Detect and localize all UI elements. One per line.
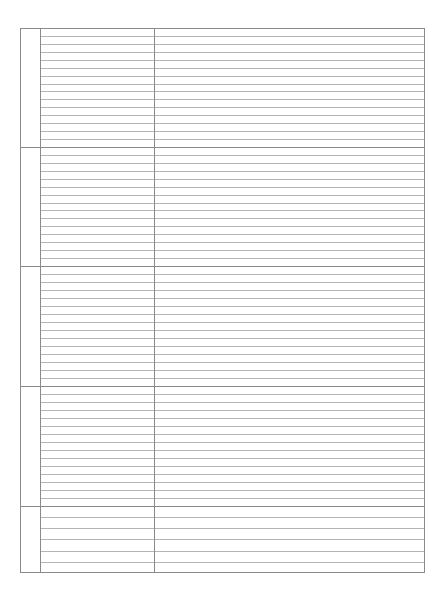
table-row	[41, 323, 424, 331]
table-row	[41, 29, 424, 37]
table-row	[41, 451, 424, 459]
field-value	[154, 339, 424, 346]
table-row	[41, 339, 424, 347]
record-block	[20, 147, 425, 266]
table-row	[41, 77, 424, 85]
field-label	[41, 339, 154, 346]
field-value	[154, 475, 424, 482]
table-row	[41, 347, 424, 355]
field-label	[41, 69, 154, 76]
record-number-column	[21, 507, 41, 572]
table-row	[41, 491, 424, 499]
field-label	[41, 196, 154, 203]
field-value	[154, 563, 424, 574]
table-row	[41, 251, 424, 259]
field-label	[41, 563, 154, 574]
field-label	[41, 491, 154, 498]
table-row	[41, 552, 424, 563]
field-value	[154, 85, 424, 92]
field-value	[154, 467, 424, 474]
table-row	[41, 419, 424, 427]
table-row	[41, 53, 424, 61]
column-divider	[154, 148, 155, 266]
field-label	[41, 363, 154, 370]
table-row	[41, 108, 424, 116]
field-label	[41, 132, 154, 139]
field-label	[41, 475, 154, 482]
field-value	[154, 291, 424, 298]
table-row	[41, 291, 424, 299]
field-label	[41, 291, 154, 298]
column-divider	[154, 387, 155, 506]
field-value	[154, 299, 424, 306]
field-value	[154, 443, 424, 450]
field-value	[154, 188, 424, 195]
print-header	[0, 0, 435, 14]
table-row	[41, 219, 424, 227]
field-value	[154, 491, 424, 498]
table-row	[41, 395, 424, 403]
table-row	[41, 85, 424, 93]
table-row	[41, 227, 424, 235]
field-label	[41, 427, 154, 434]
field-label	[41, 307, 154, 314]
field-label	[41, 323, 154, 330]
field-label	[41, 77, 154, 84]
table-row	[41, 467, 424, 475]
table-row	[41, 363, 424, 371]
table-row	[41, 45, 424, 53]
column-divider	[154, 507, 155, 572]
table-row	[41, 411, 424, 419]
field-value	[154, 371, 424, 378]
field-label	[41, 267, 154, 274]
field-value	[154, 315, 424, 322]
field-label	[41, 53, 154, 60]
table-row	[41, 148, 424, 156]
table-row	[41, 475, 424, 483]
field-label	[41, 29, 154, 36]
table-row	[41, 188, 424, 196]
field-label	[41, 371, 154, 378]
field-label	[41, 100, 154, 107]
field-value	[154, 403, 424, 410]
field-value	[154, 395, 424, 402]
field-value	[154, 116, 424, 123]
table-row	[41, 37, 424, 45]
field-label	[41, 411, 154, 418]
field-value	[154, 518, 424, 528]
field-value	[154, 323, 424, 330]
table-row	[41, 156, 424, 164]
field-label	[41, 188, 154, 195]
field-value	[154, 275, 424, 282]
field-label	[41, 164, 154, 171]
field-label	[41, 403, 154, 410]
field-value	[154, 100, 424, 107]
field-value	[154, 267, 424, 274]
table-row	[41, 61, 424, 69]
column-divider	[154, 29, 155, 147]
field-label	[41, 552, 154, 562]
table-row	[41, 443, 424, 451]
field-value	[154, 427, 424, 434]
table-row	[41, 124, 424, 132]
field-label	[41, 419, 154, 426]
table-row	[41, 563, 424, 574]
field-value	[154, 196, 424, 203]
table-row	[41, 267, 424, 275]
field-label	[41, 467, 154, 474]
table-row	[41, 180, 424, 188]
field-value	[154, 331, 424, 338]
field-value	[154, 108, 424, 115]
table-row	[41, 315, 424, 323]
table-row	[41, 69, 424, 77]
field-label	[41, 507, 154, 517]
table-row	[41, 211, 424, 219]
table-row	[41, 235, 424, 243]
table-row	[41, 132, 424, 140]
field-value	[154, 363, 424, 370]
field-value	[154, 251, 424, 258]
registry-table	[20, 28, 425, 573]
field-value	[154, 156, 424, 163]
field-value	[154, 77, 424, 84]
table-row	[41, 283, 424, 291]
table-row	[41, 275, 424, 283]
field-value	[154, 164, 424, 171]
field-label	[41, 211, 154, 218]
table-row	[41, 196, 424, 204]
field-label	[41, 299, 154, 306]
field-value	[154, 53, 424, 60]
field-label	[41, 124, 154, 131]
field-value	[154, 61, 424, 68]
field-value	[154, 355, 424, 362]
field-value	[154, 92, 424, 99]
table-row	[41, 355, 424, 363]
table-row	[41, 299, 424, 307]
field-value	[154, 435, 424, 442]
field-value	[154, 541, 424, 551]
table-row	[41, 435, 424, 443]
field-label	[41, 204, 154, 211]
field-label	[41, 108, 154, 115]
field-value	[154, 37, 424, 44]
field-value	[154, 387, 424, 394]
field-value	[154, 552, 424, 562]
field-label	[41, 451, 154, 458]
field-label	[41, 61, 154, 68]
column-divider	[154, 267, 155, 386]
field-value	[154, 148, 424, 155]
field-value	[154, 204, 424, 211]
field-label	[41, 483, 154, 490]
field-label	[41, 85, 154, 92]
record-block	[20, 506, 425, 573]
field-value	[154, 451, 424, 458]
field-label	[41, 435, 154, 442]
field-label	[41, 227, 154, 234]
field-value	[154, 459, 424, 466]
record-block	[20, 28, 425, 147]
record-number-column	[21, 148, 41, 266]
field-label	[41, 235, 154, 242]
table-row	[41, 518, 424, 529]
field-label	[41, 92, 154, 99]
field-label	[41, 243, 154, 250]
field-value	[154, 529, 424, 539]
field-label	[41, 395, 154, 402]
field-label	[41, 156, 154, 163]
field-value	[154, 347, 424, 354]
field-label	[41, 180, 154, 187]
record-number-column	[21, 29, 41, 147]
field-value	[154, 411, 424, 418]
field-label	[41, 172, 154, 179]
table-row	[41, 331, 424, 339]
field-label	[41, 148, 154, 155]
field-value	[154, 29, 424, 36]
table-row	[41, 403, 424, 411]
field-value	[154, 132, 424, 139]
field-value	[154, 45, 424, 52]
field-label	[41, 315, 154, 322]
field-value	[154, 243, 424, 250]
field-label	[41, 387, 154, 394]
field-label	[41, 443, 154, 450]
field-label	[41, 347, 154, 354]
field-value	[154, 172, 424, 179]
table-row	[41, 243, 424, 251]
table-row	[41, 100, 424, 108]
table-row	[41, 507, 424, 518]
table-row	[41, 371, 424, 379]
field-value	[154, 507, 424, 517]
field-value	[154, 211, 424, 218]
field-value	[154, 483, 424, 490]
print-footer	[0, 586, 435, 598]
field-label	[41, 275, 154, 282]
field-value	[154, 307, 424, 314]
field-value	[154, 227, 424, 234]
field-label	[41, 541, 154, 551]
field-value	[154, 283, 424, 290]
table-row	[41, 164, 424, 172]
field-label	[41, 518, 154, 528]
field-label	[41, 331, 154, 338]
table-row	[41, 307, 424, 315]
record-block	[20, 386, 425, 506]
field-value	[154, 235, 424, 242]
record-number-column	[21, 387, 41, 506]
table-row	[41, 172, 424, 180]
table-row	[41, 541, 424, 552]
field-value	[154, 69, 424, 76]
table-row	[41, 387, 424, 395]
field-label	[41, 459, 154, 466]
field-label	[41, 45, 154, 52]
field-label	[41, 529, 154, 539]
table-row	[41, 483, 424, 491]
record-block	[20, 266, 425, 386]
field-label	[41, 116, 154, 123]
field-label	[41, 37, 154, 44]
record-number-column	[21, 267, 41, 386]
table-row	[41, 529, 424, 540]
table-row	[41, 204, 424, 212]
field-value	[154, 124, 424, 131]
table-row	[41, 459, 424, 467]
field-label	[41, 219, 154, 226]
field-value	[154, 180, 424, 187]
table-row	[41, 116, 424, 124]
table-row	[41, 427, 424, 435]
field-label	[41, 251, 154, 258]
field-value	[154, 219, 424, 226]
field-label	[41, 283, 154, 290]
table-row	[41, 92, 424, 100]
field-value	[154, 419, 424, 426]
field-label	[41, 355, 154, 362]
